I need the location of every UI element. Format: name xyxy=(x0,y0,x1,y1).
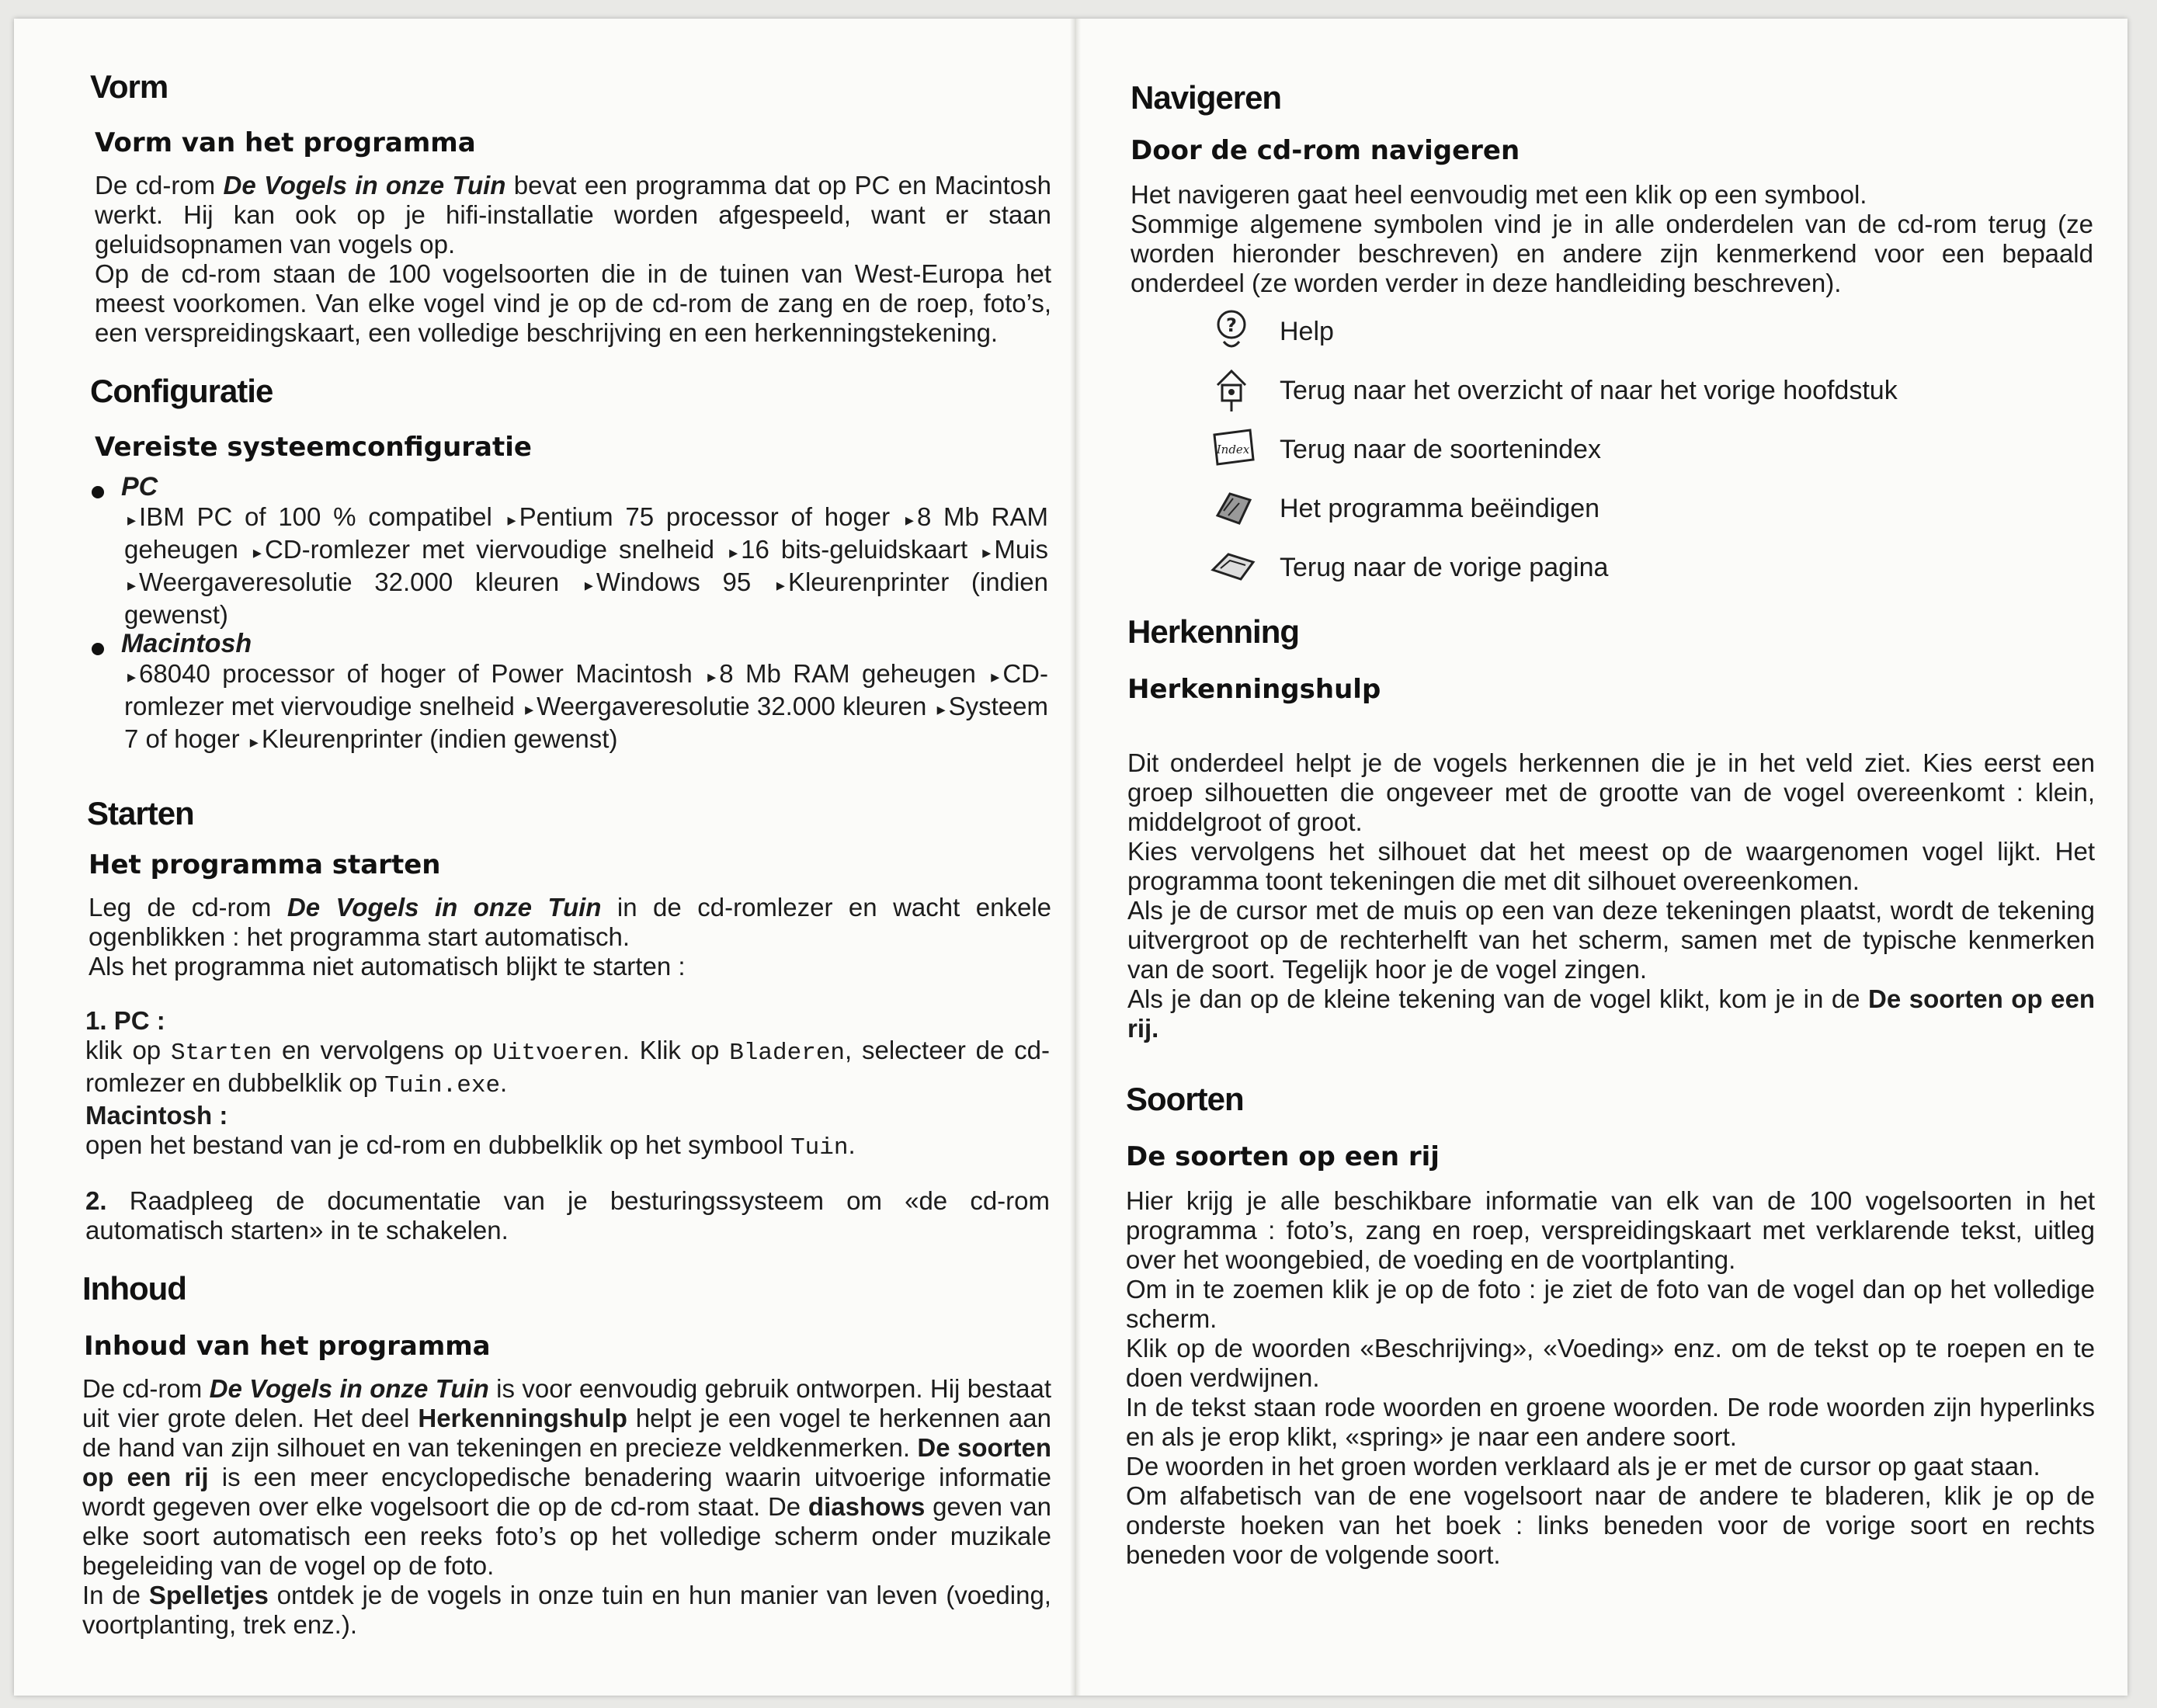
vorm-paragraph-1: De cd-rom De Vogels in onze Tuin bevat een programma dat op PC en Macintosh werkt. Hij kan ook op je hifi-installatie worden afgespeeld, want er staan geluidsopnamen van vogels op. xyxy=(95,171,1052,259)
soorten-paragraph-2: Om in te zoemen klik je op de foto : je ziet de foto van de vogel dan op het volledige scherm. xyxy=(1126,1275,2095,1333)
program-title: De Vogels in onze Tuin xyxy=(287,893,602,922)
herkenning-paragraph-1: Dit onderdeel helpt je de vogels herkennen die je in het veld ziet. Kies eerst een groep silhouetten die ongeveer met de grootte van de vogel overeenkomt : klein, middelgroot of groot. xyxy=(1127,748,2095,836)
booklet-spread xyxy=(14,19,2127,1696)
back-icon xyxy=(1210,543,1259,590)
heading-navigeren: Navigeren xyxy=(1131,79,1282,116)
quit-icon xyxy=(1210,484,1256,531)
pc-items: ▸ IBM PC of 100 % compatibel ▸ Pentium 75 processor of hoger ▸ 8 Mb RAM geheugen ▸ CD-romlezer met viervoudige snelheid ▸ 16 bits-geluidskaart ▸ Muis ▸ Weergaveresolutie 32.000 kleuren ▸ Windows 95 ▸ Kleurenprinter (indien gewenst) xyxy=(124,502,1049,629)
soorten-paragraph-5: De woorden in het groen worden verklaard als je er met de cursor op gaat staan. xyxy=(1126,1452,2041,1481)
herkenning-paragraph-4: Als je dan op de kleine tekening van de vogel klikt, kom je in de De soorten op een rij. xyxy=(1127,984,2095,1043)
vorm-paragraph-2: Op de cd-rom staan de 100 vogelsoorten die in de tuinen van West-Europa het meest voorkomen. Van elke vogel vind je op de cd-rom de zang en de roep, foto’s, een verspreidingskaart, een volledige beschrijving en een herkenningstekening. xyxy=(95,259,1051,347)
svg-text:Index: Index xyxy=(1216,443,1250,457)
icon-legend-help xyxy=(1210,307,2064,354)
subheading-inhoud: Inhoud van het programma xyxy=(84,1331,491,1362)
help-icon xyxy=(1210,307,1253,354)
left-page xyxy=(68,19,1052,1696)
subheading-vorm: Vorm van het programma xyxy=(95,127,476,158)
soorten-paragraph-6: Om alfabetisch van de ene vogelsoort naar de andere te bladeren, klik je op de onderste hoeken van het boek : links beneden voor de vorige soort en rechts beneden voor de volgende soort. xyxy=(1126,1481,2095,1569)
mac-requirements xyxy=(92,629,1054,757)
starten-paragraph-1: Leg de cd-rom De Vogels in onze Tuin in de cd-romlezer en wacht enkele ogenblikken : het programma start automatisch. xyxy=(89,893,1051,951)
icon-legend-quit xyxy=(1210,484,2064,531)
subheading-navigeren: Door de cd-rom navigeren xyxy=(1131,135,1520,166)
subheading-starten: Het programma starten xyxy=(89,849,441,880)
help-label: Help xyxy=(1280,317,1334,346)
back-label: Terug naar de vorige pagina xyxy=(1280,553,1609,582)
index-label: Terug naar de soortenindex xyxy=(1280,435,1601,464)
heading-vorm: Vorm xyxy=(90,68,168,105)
bullet-icon xyxy=(92,486,104,498)
icon-legend-back xyxy=(1210,543,2064,590)
subheading-configuratie: Vereiste systeemconfiguratie xyxy=(95,432,532,463)
heading-starten: Starten xyxy=(87,795,194,831)
herkenning-paragraph-3: Als je de cursor met de muis op een van deze tekeningen plaatst, wordt de tekening uitvergroot op de rechterhelft van het scherm, samen met de typische kenmerken van de soort. Tegelijk hoor je de vogel zingen. xyxy=(1127,896,2095,984)
heading-soorten: Soorten xyxy=(1126,1081,1244,1117)
center-fold xyxy=(1070,19,1081,1696)
index-icon xyxy=(1210,425,1259,472)
starten-paragraph-2: Als het programma niet automatisch blijkt te starten : xyxy=(89,952,686,981)
subheading-soorten: De soorten op een rij xyxy=(1126,1141,1440,1172)
navigeren-paragraph-1: Het navigeren gaat heel eenvoudig met een klik op een symbool. xyxy=(1131,180,1867,209)
mac-items: ▸ 68040 processor of hoger of Power Macintosh ▸ 8 Mb RAM geheugen ▸ CD-romlezer met viervoudige snelheid ▸ Weergaveresolutie 32.000 kleuren ▸ Systeem 7 of hoger ▸ Kleurenprinter (indien gewenst) xyxy=(124,659,1048,753)
program-title: De Vogels in onze Tuin xyxy=(223,171,506,200)
program-title: De Vogels in onze Tuin xyxy=(209,1374,489,1403)
pc-label: PC xyxy=(121,472,158,502)
soorten-paragraph-3: Klik op de woorden «Beschrijving», «Voeding» enz. om de tekst op te roepen en te doen verdwijnen. xyxy=(1126,1334,2095,1392)
icon-legend-index xyxy=(1210,425,2064,472)
heading-inhoud: Inhoud xyxy=(82,1270,186,1307)
inhoud-paragraph: De cd-rom De Vogels in onze Tuin is voor eenvoudig gebruik ontworpen. Hij bestaat uit vier grote delen. Het deel Herkenningshulp helpt je een vogel te herkennen aan de hand van zijn silhouet en van tekeningen en precieze veldkenmerken. De soorten op een rij is een meer encyclopedische benadering waarin uitvoerige informatie wordt gegeven over elke vogelsoort die op de cd-rom staat. De diashows geven van elke soort automatisch een reeks foto’s op het volledige scherm onder muzikale begeleiding van de vogel op de foto. In de Spelletjes ontdek je de vogels in onze tuin en hun manier van leven (voeding, voortplanting, trek enz.). xyxy=(82,1374,1052,1639)
soorten-paragraph-1: Hier krijg je alle beschikbare informatie van elk van de 100 vogelsoorten in het programma : foto’s, zang en roep, verspreidingskaart met verklarende tekst, uitleg over het woongebied, de voeding en de voortplanting. xyxy=(1126,1186,2095,1274)
quit-label: Het programma beëindigen xyxy=(1280,494,1600,523)
herkenning-paragraph-2: Kies vervolgens het silhouet dat het meest op de waargenomen vogel lijkt. Het programma toont tekeningen die met dit silhouet overeenkomen. xyxy=(1127,837,2095,895)
svg-text:?: ? xyxy=(1226,314,1237,336)
subheading-herkenning: Herkenningshulp xyxy=(1127,674,1381,705)
mac-label: Macintosh xyxy=(121,629,252,658)
heading-herkenning: Herkenning xyxy=(1127,613,1300,650)
heading-configuratie: Configuratie xyxy=(90,373,273,409)
bullet-icon xyxy=(92,643,104,655)
pc-requirements xyxy=(92,472,1054,630)
right-page xyxy=(1124,19,2095,1696)
overview-label: Terug naar het overzicht of naar het vorige hoofdstuk xyxy=(1280,376,1898,405)
step-2: 2. Raadpleeg de documentatie van je besturingssysteem om «de cd-rom automatisch starten» in te schakelen. xyxy=(85,1186,1050,1245)
step-1-pc: 1. PC : klik op Starten en vervolgens op Uitvoeren. Klik op Bladeren, selecteer de cd-romlezer en dubbelklik op Tuin.exe. Macintosh : open het bestand van je cd-rom en dubbelklik op het symbool Tuin. xyxy=(85,1006,1051,1161)
soorten-paragraph-4: In de tekst staan rode woorden en groene woorden. De rode woorden zijn hyperlinks en als je erop klikt, «spring» je naar een andere soort. xyxy=(1126,1393,2095,1451)
icon-legend-overview xyxy=(1210,366,2064,413)
birdhouse-icon xyxy=(1210,366,1253,413)
navigeren-paragraph-2: Sommige algemene symbolen vind je in alle onderdelen van de cd-rom terug (ze worden hieronder beschreven) en andere zijn kenmerkend voor een bepaald onderdeel (ze worden verder in deze handleiding beschreven). xyxy=(1131,210,2093,297)
